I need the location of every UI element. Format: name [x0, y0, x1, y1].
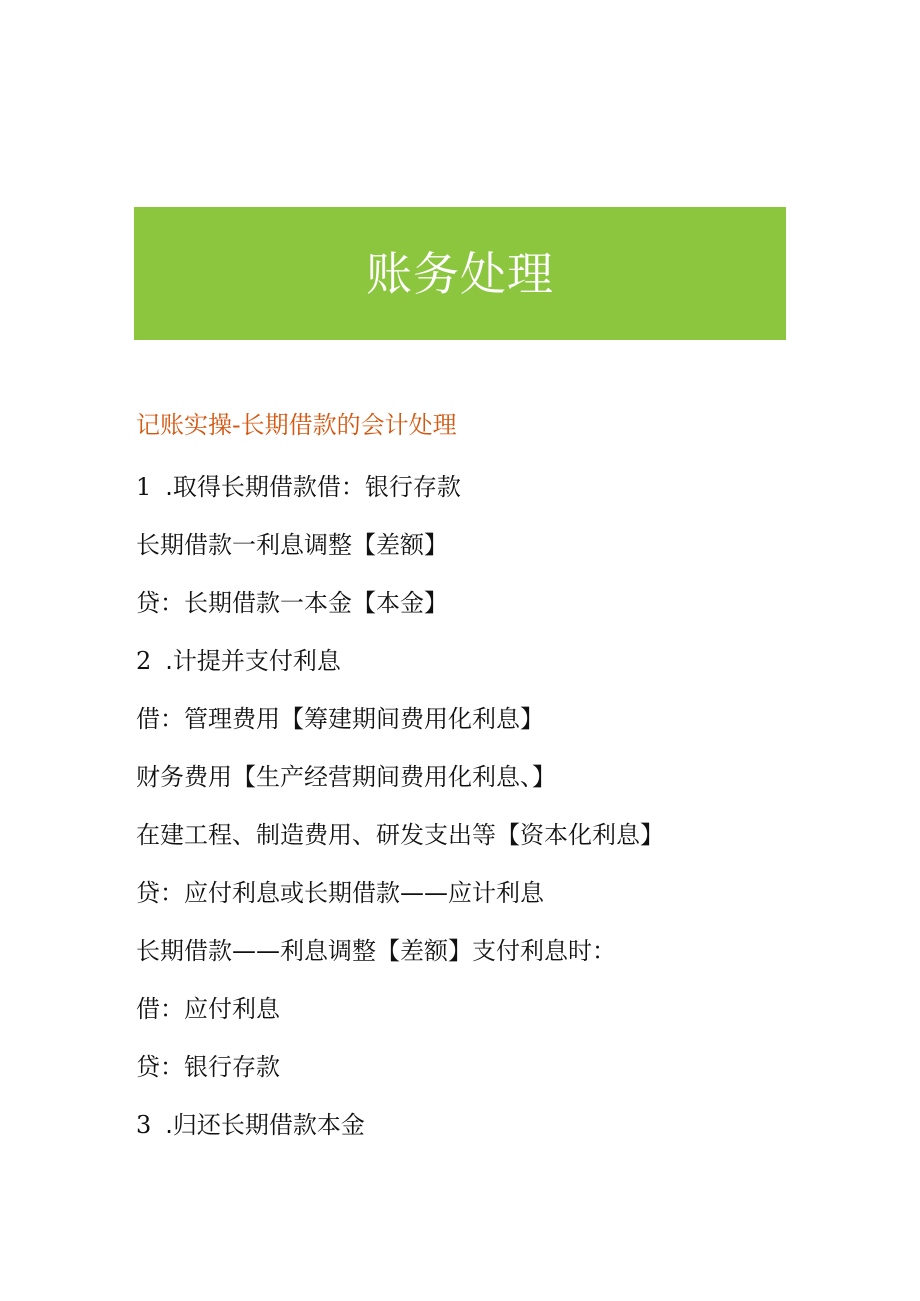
line-text: 借：管理费用【筹建期间费用化利息】 — [136, 705, 544, 733]
line-text: 贷：长期借款一本金【本金】 — [136, 589, 448, 617]
text-line-7 — [136, 816, 664, 854]
line-text: 借：应付利息 — [136, 995, 280, 1023]
text-line-6 — [136, 758, 556, 796]
section-subtitle: 记账实操-长期借款的会计处理 — [136, 411, 457, 439]
item-number: 2 — [136, 647, 152, 675]
line-text: .计提并支付利息 — [165, 647, 341, 675]
line-text: 长期借款一利息调整【差额】 — [136, 531, 448, 559]
text-line-5 — [136, 700, 544, 738]
text-line-4 — [136, 642, 341, 680]
text-line-3 — [136, 584, 448, 622]
line-text: 贷：银行存款 — [136, 1053, 280, 1081]
text-line-12 — [136, 1106, 365, 1144]
title-banner — [134, 207, 786, 340]
line-text: 长期借款——利息调整【差额】支付利息时： — [136, 937, 616, 965]
text-line-9 — [136, 932, 616, 970]
line-text: .取得长期借款借：银行存款 — [165, 473, 461, 501]
text-line-11 — [136, 1048, 280, 1086]
line-text: 财务费用【生产经营期间费用化利息、】 — [136, 763, 556, 791]
item-number: 1 — [136, 473, 152, 501]
text-line-8 — [136, 874, 544, 912]
text-line-10 — [136, 990, 280, 1028]
banner-title: 账务处理 — [366, 246, 554, 301]
line-text: .归还长期借款本金 — [165, 1111, 365, 1139]
line-text: 在建工程、制造费用、研发支出等【资本化利息】 — [136, 821, 664, 849]
text-line-1 — [136, 468, 461, 506]
line-text: 贷：应付利息或长期借款——应计利息 — [136, 879, 544, 907]
item-number: 3 — [136, 1111, 152, 1139]
text-line-2 — [136, 526, 448, 564]
